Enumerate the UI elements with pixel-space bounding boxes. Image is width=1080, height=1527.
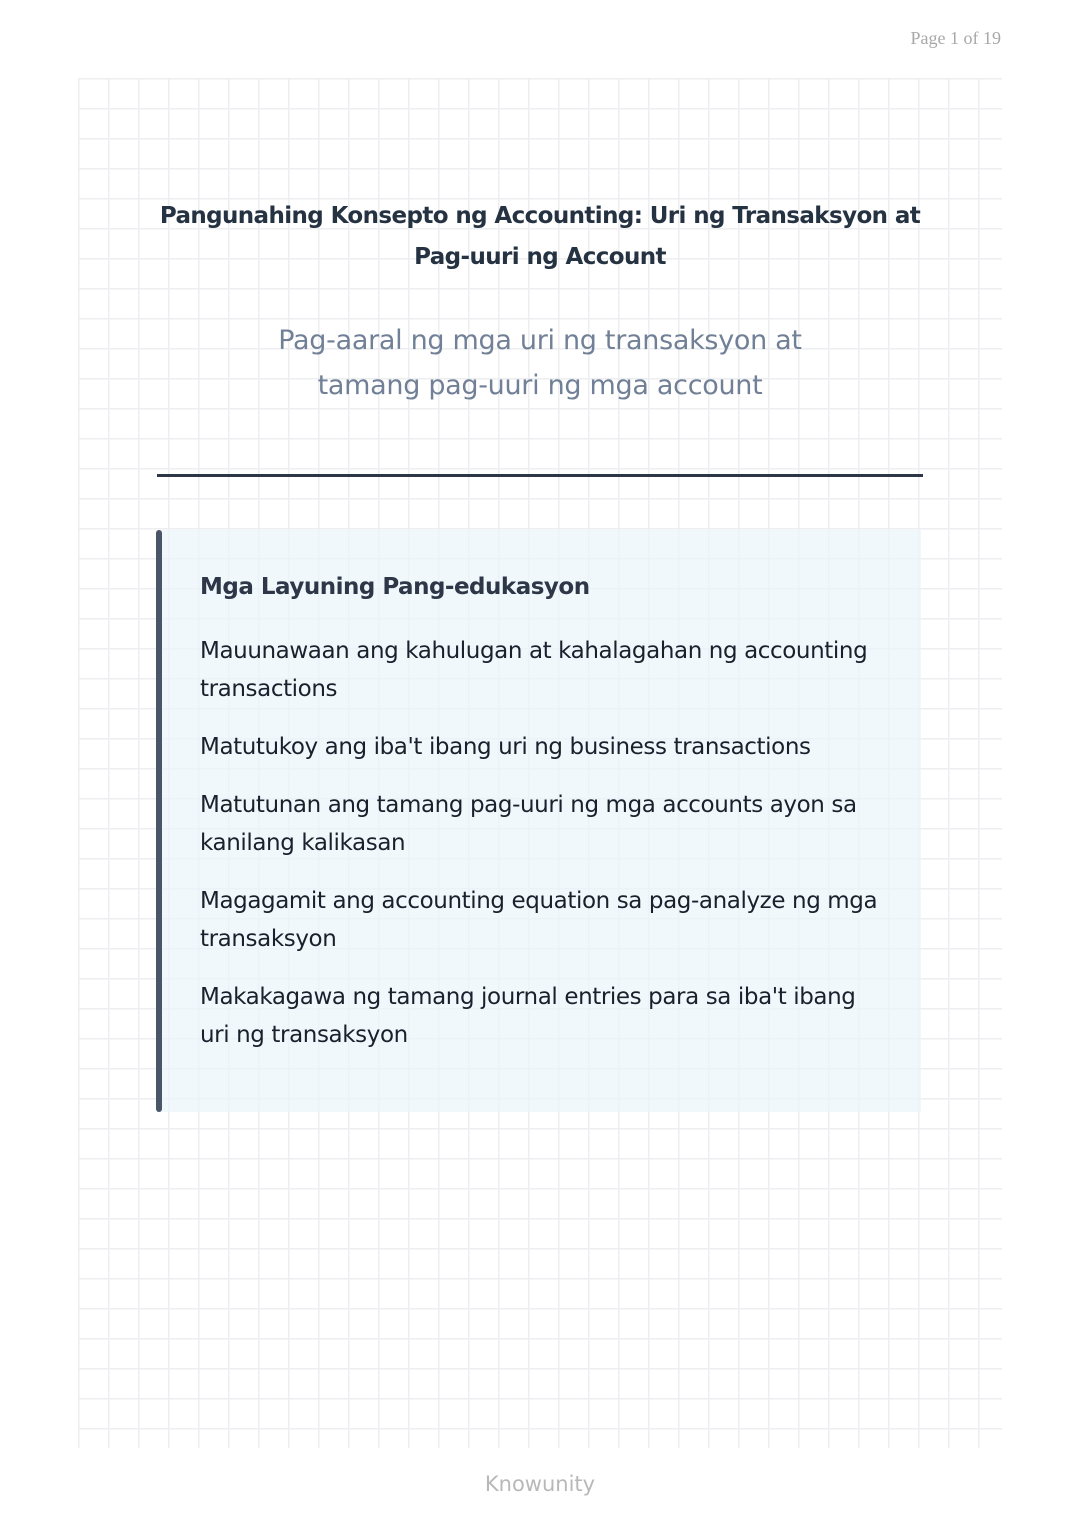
- objective-item: Matutunan ang tamang pag-uuri ng mga accounts ayon sa kanilang kalikasan: [200, 792, 857, 856]
- objective-item: Matutukoy ang iba't ibang uri ng business transactions: [200, 734, 811, 760]
- objectives-list: [200, 632, 890, 1074]
- objectives-accent-border: [156, 530, 162, 1112]
- learning-objectives-box: [157, 530, 921, 1112]
- objectives-heading: Mga Layuning Pang-edukasyon: [200, 574, 590, 600]
- objective-item: Magagamit ang accounting equation sa pag-analyze ng mga transaksyon: [200, 888, 878, 952]
- title-divider: [157, 474, 923, 477]
- document-title: Pangunahing Konsepto ng Accounting: Uri ng Transaksyon at Pag-uuri ng Account: [159, 203, 921, 270]
- objective-item: Mauunawaan ang kahulugan at kahalagahan ng accounting transactions: [200, 638, 868, 702]
- document-subtitle: Pag-aaral ng mga uri ng transaksyon at tamang pag-uuri ng mga account: [278, 325, 802, 401]
- footer-brand: Knowunity: [484, 1472, 596, 1496]
- page-indicator: Page 1 of 19: [910, 28, 1001, 48]
- objective-item: Makakagawa ng tamang journal entries para sa iba't ibang uri ng transaksyon: [200, 984, 856, 1048]
